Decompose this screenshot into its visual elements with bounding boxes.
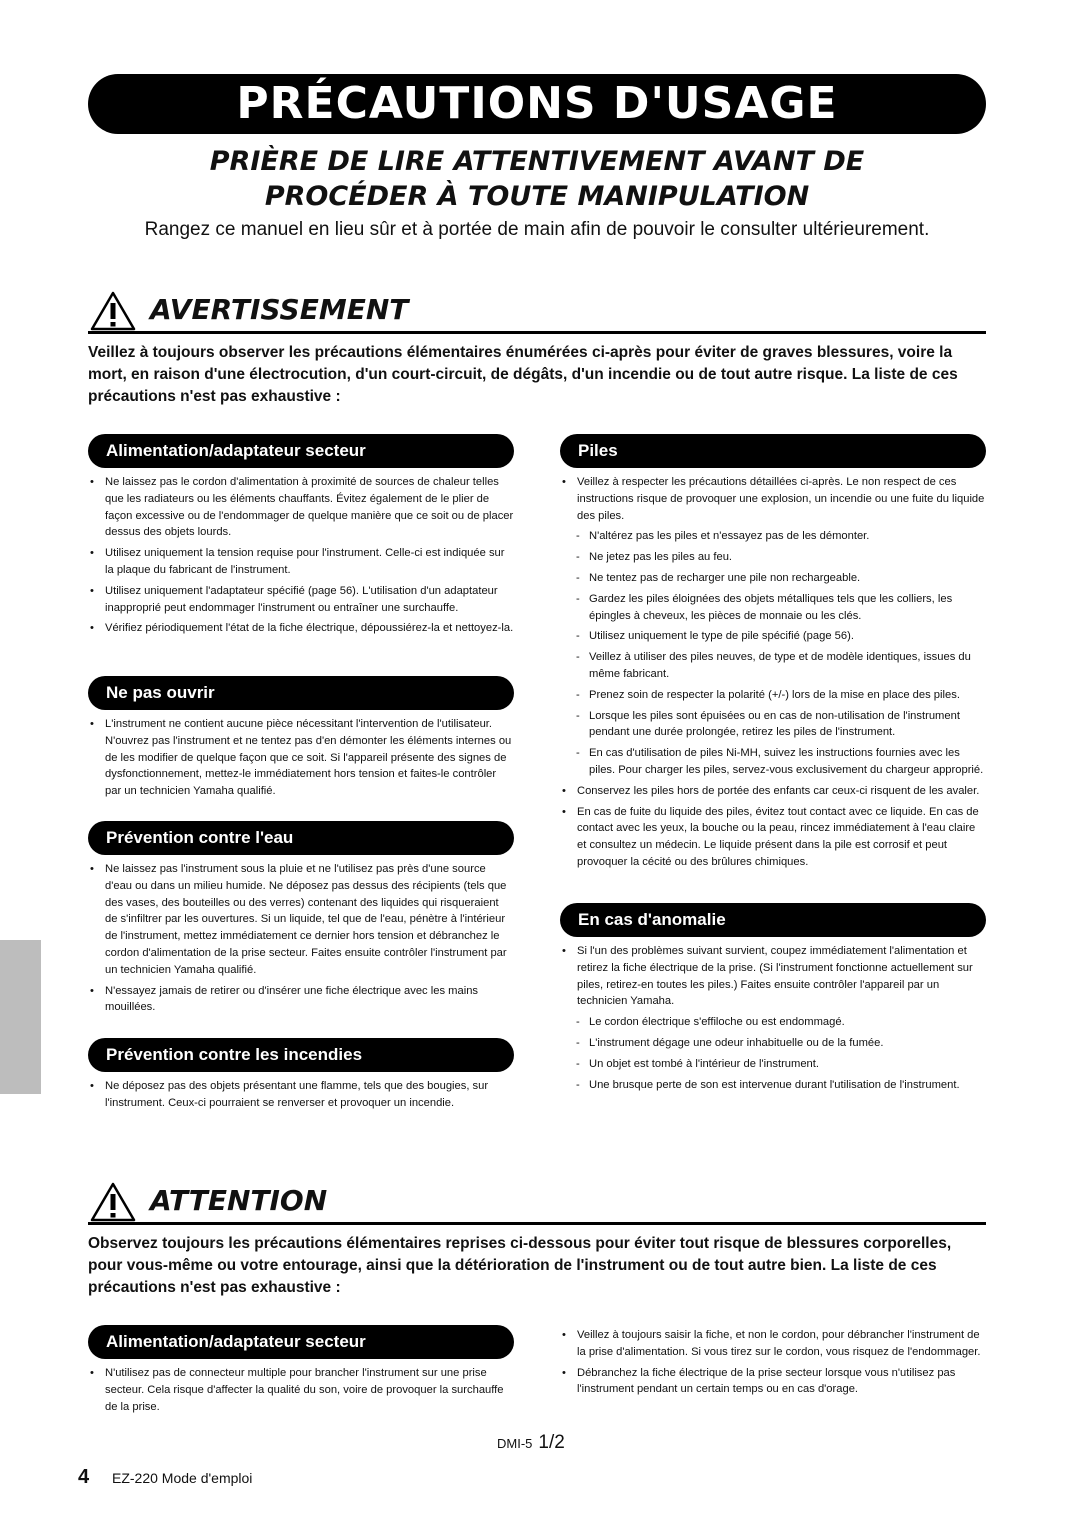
page-fraction: 1/2 bbox=[538, 1432, 565, 1453]
list-item: • Utilisez uniquement la tension requise pour l'instrument. Celle-ci est indiquée sur la plaque du fabricant de l'instrument. bbox=[88, 545, 514, 579]
list-item: • En cas de fuite du liquide des piles, évitez tout contact avec ce liquide. En cas de contact avec les yeux, la bouche ou la peau, rincez immédiatement à l'eau claire et consultez un médecin. Le liquide présent dans la pile est corrosif et peut provoquer la cécité ou des brûlures chimiques. bbox=[560, 804, 986, 871]
warning-triangle-icon bbox=[90, 291, 136, 331]
subtitle bbox=[88, 144, 986, 214]
page-number: 4 bbox=[78, 1466, 90, 1488]
section-header-batteries: Piles bbox=[560, 434, 986, 468]
anomaly-list bbox=[560, 943, 986, 1097]
no-open-list bbox=[88, 716, 514, 804]
sub-list-item: - Gardez les piles éloignées des objets métalliques tels que les colliers, les épingles à cheveux, les pièces de monnaie ou les clés. bbox=[560, 591, 986, 625]
subtitle-line-1: PRIÈRE DE LIRE ATTENTIVEMENT AVANT DE bbox=[209, 146, 865, 177]
list-item: • Ne laissez pas l'instrument sous la pluie et ne l'utilisez pas près d'une source d'eau ou dans un milieu humide. Ne déposez pas dessus des récipients (tels que des vases, des bouteilles ou des verres) contenant des liquides qui risqueraient de s'infiltrer par les ouvertures. Si un liquide, tel que de l'eau, pénètre à l'intérieur de l'instrument, mettez immédiatement ce dernier hors tension et débranchez le cordon d'alimentation de la prise secteur. Faites ensuite contrôler l'instrument par un technicien Yamaha qualifié. bbox=[88, 861, 514, 979]
sub-list-item: - En cas d'utilisation de piles Ni-MH, suivez les instructions fournies avec les piles. Pour charger les piles, servez-vous exclusivement du chargeur approprié. bbox=[560, 745, 986, 779]
page-title-banner: PRÉCAUTIONS D'USAGE bbox=[88, 74, 986, 134]
section-header-power-caution: Alimentation/adaptateur secteur bbox=[88, 1325, 514, 1359]
list-item: • Si l'un des problèmes suivant survient, coupez immédiatement l'alimentation et retirez la fiche électrique de la prise. (Si l'instrument fonctionne actuellement sur piles, retirez-en toutes les piles.) Faites ensuite contrôler l'appareil par un technicien Yamaha. bbox=[560, 943, 986, 1010]
sub-list-item: - Utilisez uniquement le type de pile spécifié (page 56). bbox=[560, 628, 986, 645]
water-list bbox=[88, 861, 514, 1020]
language-side-tab bbox=[0, 940, 41, 1094]
list-item: • Conservez les piles hors de portée des enfants car ceux-ci risquent de les avaler. bbox=[560, 783, 986, 800]
caution-intro: Observez toujours les précautions élémentaires reprises ci-dessous pour éviter tout risque de blessures corporelles, pour vous-même ou votre entourage, ainsi que la détérioration de l'instrument ou de tout autre bien. La liste de ces précautions n'est pas exhaustive : bbox=[88, 1235, 952, 1296]
sub-list-item: - Veillez à utiliser des piles neuves, de type et de modèle identiques, issues du même fabricant. bbox=[560, 649, 986, 683]
section-header-fire: Prévention contre les incendies bbox=[88, 1038, 514, 1072]
warning-intro: Veillez à toujours observer les précautions élémentaires énumérées ci-après pour éviter de graves blessures, voire la mort, en raison d'une électrocution, d'un court-circuit, de dégâts, d'un incendie ou de tout autre risque. La liste de ces précautions n'est pas exhaustive : bbox=[88, 344, 958, 405]
warning-title: AVERTISSEMENT bbox=[150, 293, 409, 326]
sub-list-item: - N'altérez pas les piles et n'essayez pas de les démonter. bbox=[560, 528, 986, 545]
warning-triangle-icon bbox=[90, 1182, 136, 1222]
manual-title: EZ-220 Mode d'emploi bbox=[112, 1470, 253, 1486]
sub-list-item: - Ne jetez pas les piles au feu. bbox=[560, 549, 986, 566]
power-warning-list bbox=[88, 474, 514, 641]
sub-list-item: - Une brusque perte de son est intervenue durant l'utilisation de l'instrument. bbox=[560, 1077, 986, 1094]
list-item: • L'instrument ne contient aucune pièce nécessitant l'intervention de l'utilisateur. N'ouvrez pas l'instrument et ne tentez pas d'en démonter les éléments internes ou de les modifier de quelque façon que ce soit. Si l'appareil présente des signes de dysfonctionnement, mettez-le immédiatement hors tension et faites-le contrôler par un technicien Yamaha qualifié. bbox=[88, 716, 514, 800]
caution-heading bbox=[88, 1182, 986, 1225]
list-item: • Utilisez uniquement l'adaptateur spécifié (page 56). L'utilisation d'un adaptateur inapproprié peut endommager l'instrument ou entraîner une surchauffe. bbox=[88, 583, 514, 617]
list-item: • Veillez à toujours saisir la fiche, et non le cordon, pour débrancher l'instrument de la prise d'alimentation. Si vous tirez sur le cordon, vous risquez de l'endommager. bbox=[560, 1327, 986, 1361]
section-header-anomaly: En cas d'anomalie bbox=[560, 903, 986, 937]
code-label: DMI-5 bbox=[497, 1436, 533, 1451]
section-header-water: Prévention contre l'eau bbox=[88, 821, 514, 855]
sub-list-item: - Le cordon électrique s'effiloche ou est endommagé. bbox=[560, 1014, 986, 1031]
fire-list bbox=[88, 1078, 514, 1116]
power-caution-list bbox=[88, 1365, 514, 1419]
batteries-list bbox=[560, 474, 986, 875]
sub-list-item: - Ne tentez pas de recharger une pile non rechargeable. bbox=[560, 570, 986, 587]
section-header-no-open: Ne pas ouvrir bbox=[88, 676, 514, 710]
list-item: • N'essayez jamais de retirer ou d'insérer une fiche électrique avec les mains mouillées. bbox=[88, 983, 514, 1017]
sub-list-item: - L'instrument dégage une odeur inhabituelle ou de la fumée. bbox=[560, 1035, 986, 1052]
list-item: • Veillez à respecter les précautions détaillées ci-après. Le non respect de ces instructions risque de provoquer une explosion, un incendie ou une fuite du liquide des piles. bbox=[560, 474, 986, 524]
sub-list-item: - Prenez soin de respecter la polarité (+/-) lors de la mise en place des piles. bbox=[560, 687, 986, 704]
warning-heading bbox=[88, 291, 986, 334]
list-item: • Ne laissez pas le cordon d'alimentation à proximité de sources de chaleur telles que les radiateurs ou les éléments chauffants. Évitez également de le plier de façon excessive ou de l'endommager de quelque manière que ce soit ou de placer dessus des objets lourds. bbox=[88, 474, 514, 541]
caution-right-list bbox=[560, 1327, 986, 1402]
sub-list-item: - Un objet est tombé à l'intérieur de l'instrument. bbox=[560, 1056, 986, 1073]
keep-manual-note: Rangez ce manuel en lieu sûr et à portée de main afin de pouvoir le consulter ultérieurement. bbox=[144, 219, 930, 240]
list-item: • Vérifiez périodiquement l'état de la fiche électrique, dépoussiérez-la et nettoyez-la. bbox=[88, 620, 514, 637]
subtitle-line-2: PROCÉDER À TOUTE MANIPULATION bbox=[264, 181, 810, 212]
section-header-power: Alimentation/adaptateur secteur bbox=[88, 434, 514, 468]
list-item: • N'utilisez pas de connecteur multiple pour brancher l'instrument sur une prise secteur. Cela risque d'affecter la qualité du son, voire de provoquer la surchauffe de la prise. bbox=[88, 1365, 514, 1415]
list-item: • Débranchez la fiche électrique de la prise secteur lorsque vous n'utilisez pas l'instrument pendant un certain temps ou en cas d'orage. bbox=[560, 1365, 986, 1399]
list-item: • Ne déposez pas des objets présentant une flamme, tels que des bougies, sur l'instrument. Ceux-ci pourraient se renverser et provoquer un incendie. bbox=[88, 1078, 514, 1112]
caution-title: ATTENTION bbox=[150, 1184, 328, 1217]
sub-list-item: - Lorsque les piles sont épuisées ou en cas de non-utilisation de l'instrument pendant une durée prolongée, retirez les piles de l'instrument. bbox=[560, 708, 986, 742]
document-code bbox=[497, 1432, 565, 1454]
